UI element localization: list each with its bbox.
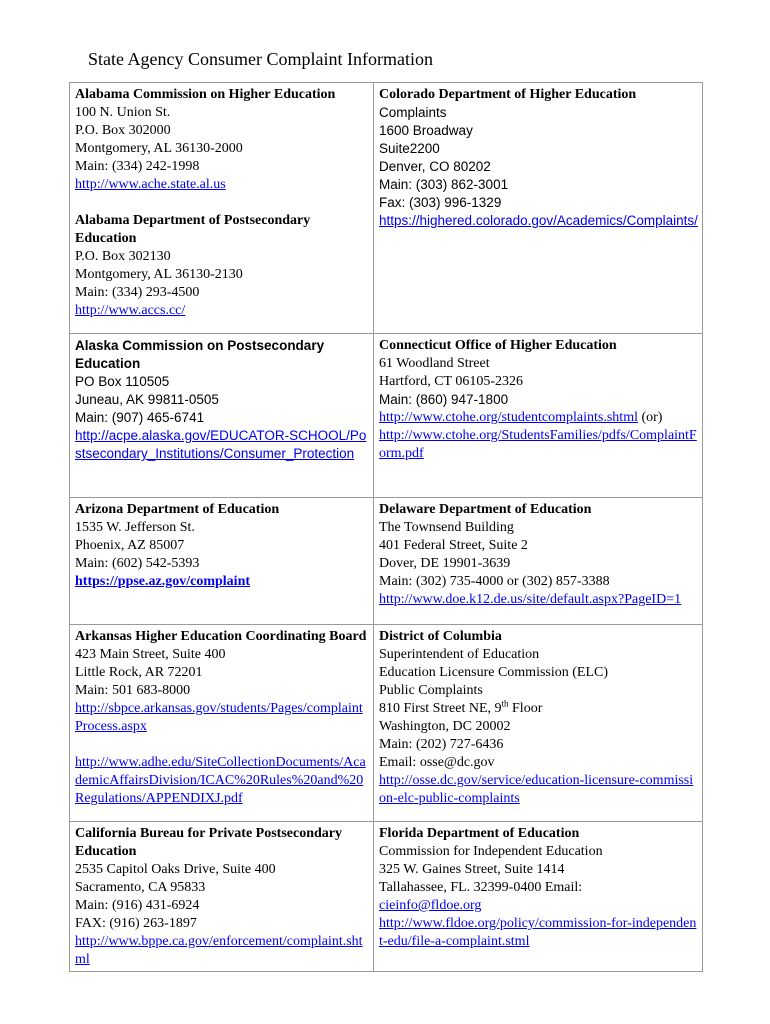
agency-name: Arkansas Higher Education Coordinating Board xyxy=(75,629,367,644)
phone-line: Main: (916) 431-6924 xyxy=(75,898,200,913)
table-cell xyxy=(374,498,703,625)
address-line: Phoenix, AZ 85007 xyxy=(75,538,185,553)
address-line: P.O. Box 302130 xyxy=(75,249,171,264)
table-row xyxy=(70,83,703,334)
table-cell xyxy=(374,83,703,334)
agency-name: District of Columbia xyxy=(379,629,502,644)
address-line: 1600 Broadway xyxy=(379,123,473,138)
address-line: 61 Woodland Street xyxy=(379,356,490,371)
agency-name: Alabama Commission on Higher Education xyxy=(75,87,336,102)
agency-website-link[interactable]: http://osse.dc.gov/service/education-licensure-commission-elc-public-complaints xyxy=(379,773,694,806)
phone-line: Main: (602) 542-5393 xyxy=(75,556,200,571)
agency-website-link[interactable]: http://acpe.alaska.gov/EDUCATOR-SCHOOL/Postsecondary_Institutions/Consumer_Protection xyxy=(75,428,367,461)
agency-website-link[interactable]: https://highered.colorado.gov/Academics/Complaints/ xyxy=(379,213,698,228)
table-row xyxy=(70,498,703,625)
agency-table xyxy=(69,82,703,972)
address-line: 100 N. Union St. xyxy=(75,105,171,120)
address-line: Hartford, CT 06105-2326 xyxy=(379,374,523,389)
table-row xyxy=(70,625,703,822)
phone-line: Main: (302) 735-4000 or (302) 857-3388 xyxy=(379,574,610,589)
address-line: 1535 W. Jefferson St. xyxy=(75,520,195,535)
phone-line: Main: (860) 947-1800 xyxy=(379,392,509,407)
agency-website-link[interactable]: http://www.bppe.ca.gov/enforcement/complaint.shtml xyxy=(75,934,363,967)
table-cell xyxy=(70,334,374,498)
address-line: 401 Federal Street, Suite 2 xyxy=(379,538,528,553)
address-line: PO Box 110505 xyxy=(75,374,170,389)
address-line: Little Rock, AR 72201 xyxy=(75,665,203,680)
address-line: 810 First Street NE, 9th Floor xyxy=(379,698,543,716)
complaint-process-link[interactable]: http://sbpce.arkansas.gov/students/Pages/complaintProcess.aspx xyxy=(75,701,363,734)
agency-name: Delaware Department of Education xyxy=(379,502,592,517)
agency-entry xyxy=(75,86,369,194)
address-line: Juneau, AK 99811-0505 xyxy=(75,392,219,407)
table-row xyxy=(70,822,703,972)
table-cell xyxy=(70,822,374,972)
agency-name: Florida Department of Education xyxy=(379,826,580,841)
email-link[interactable]: cieinfo@fldoe.org xyxy=(379,898,482,913)
agency-name: Arizona Department of Education xyxy=(75,502,280,517)
agency-entry xyxy=(75,212,369,320)
agency-name: Alabama Department of Postsecondary Education xyxy=(75,213,311,246)
agency-name: Alaska Commission on Postsecondary Education xyxy=(75,338,325,371)
agency-website-link[interactable]: http://www.ache.state.al.us xyxy=(75,177,226,192)
agency-name: California Bureau for Private Postsecondary Education xyxy=(75,826,343,859)
address-line: Montgomery, AL 36130-2000 xyxy=(75,141,243,156)
agency-name: Colorado Department of Higher Education xyxy=(379,87,637,102)
address-line: The Townsend Building xyxy=(379,520,514,535)
complaints-page-link[interactable]: http://www.ctohe.org/studentcomplaints.shtml xyxy=(379,410,638,425)
complaint-form-link[interactable]: http://www.ctohe.org/StudentsFamilies/pdfs/ComplaintForm.pdf xyxy=(379,428,697,461)
fax-line: Fax: (303) 996-1329 xyxy=(379,195,502,210)
address-line: Public Complaints xyxy=(379,683,483,698)
appendix-pdf-link[interactable]: http://www.adhe.edu/SiteCollectionDocuments/AcademicAffairsDivision/ICAC%20Rules%20and%20Regulations/APPENDIXJ.pdf xyxy=(75,755,366,806)
address-line: Denver, CO 80202 xyxy=(379,159,491,174)
table-cell xyxy=(374,625,703,822)
address-line: Suite2200 xyxy=(379,141,440,156)
address-line: Tallahassee, FL. 32399-0400 Email: xyxy=(379,880,583,895)
agency-website-link[interactable]: http://www.doe.k12.de.us/site/default.aspx?PageID=1 xyxy=(379,592,682,607)
table-cell xyxy=(374,822,703,972)
table-row xyxy=(70,334,703,498)
page-title: State Agency Consumer Complaint Information xyxy=(88,49,433,69)
agency-website-link[interactable]: http://www.fldoe.org/policy/commission-for-independent-edu/file-a-complaint.stml xyxy=(379,916,697,949)
phone-line: Main: (202) 727-6436 xyxy=(379,737,504,752)
address-line: Complaints xyxy=(379,105,447,120)
phone-line: Main: (907) 465-6741 xyxy=(75,410,205,425)
table-cell xyxy=(70,625,374,822)
table-cell xyxy=(70,83,374,334)
agency-name: Connecticut Office of Higher Education xyxy=(379,338,617,353)
address-line: P.O. Box 302000 xyxy=(75,123,171,138)
address-line: 325 W. Gaines Street, Suite 1414 xyxy=(379,862,565,877)
address-line: 2535 Capitol Oaks Drive, Suite 400 xyxy=(75,862,276,877)
address-line: Dover, DE 19901-3639 xyxy=(379,556,511,571)
address-line: Washington, DC 20002 xyxy=(379,719,511,734)
address-line: Sacramento, CA 95833 xyxy=(75,880,206,895)
agency-website-link[interactable]: https://ppse.az.gov/complaint xyxy=(75,574,251,589)
agency-website-link[interactable]: http://www.accs.cc/ xyxy=(75,303,186,318)
address-line: Education Licensure Commission (ELC) xyxy=(379,665,609,680)
fax-line: FAX: (916) 263-1897 xyxy=(75,916,197,931)
address-line: Superintendent of Education xyxy=(379,647,540,662)
address-line: Commission for Independent Education xyxy=(379,844,603,859)
table-cell xyxy=(70,498,374,625)
address-line: Montgomery, AL 36130-2130 xyxy=(75,267,243,282)
phone-line: Main: (334) 293-4500 xyxy=(75,285,200,300)
address-line: 423 Main Street, Suite 400 xyxy=(75,647,226,662)
link-separator: (or) xyxy=(637,410,663,425)
phone-line: Main: 501 683-8000 xyxy=(75,683,191,698)
table-cell xyxy=(374,334,703,498)
phone-line: Main: (334) 242-1998 xyxy=(75,159,200,174)
phone-line: Main: (303) 862-3001 xyxy=(379,177,509,192)
email-line: Email: osse@dc.gov xyxy=(379,755,495,770)
